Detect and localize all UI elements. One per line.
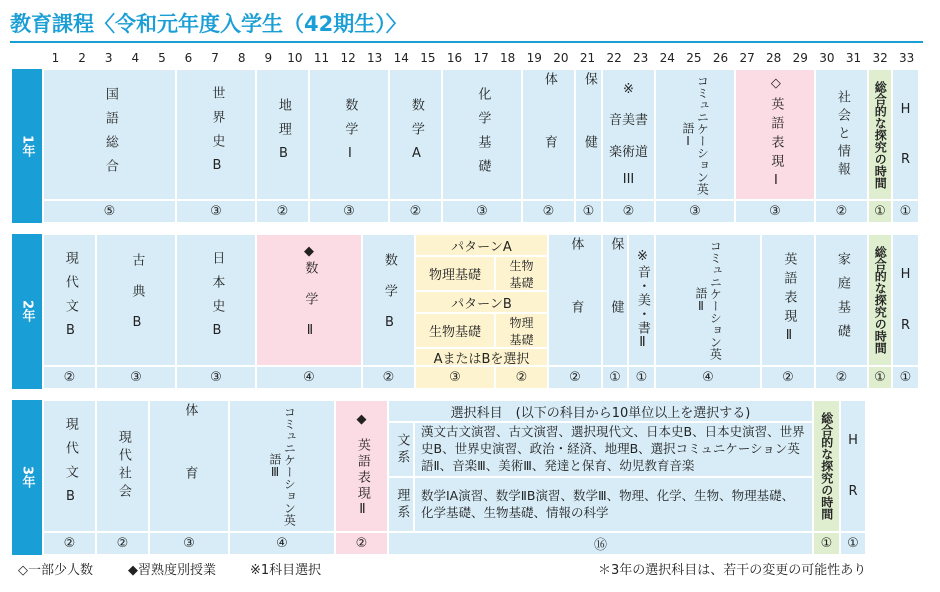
column-number: 28 <box>766 51 782 65</box>
column-number: 32 <box>872 51 888 65</box>
subject-katei-kiso: 家庭基礎 <box>815 234 868 366</box>
credits: ② <box>43 366 96 389</box>
elective-header: 選択科目 (以下の科目から10単位以上を選択する) <box>388 400 813 422</box>
subject-chiri-b: 地理B <box>256 69 309 200</box>
subject-gendaibun-b: 現代文B <box>43 400 96 532</box>
column-number: 31 <box>845 51 862 65</box>
subject-eigo-hyogen-1: ◇英語表現Ⅰ <box>735 69 815 200</box>
subject-koten-b: 古典B <box>96 234 176 366</box>
credits: ② <box>522 200 575 223</box>
credits: ① <box>813 532 840 555</box>
credits: ② <box>362 366 415 389</box>
credits: ① <box>575 200 602 223</box>
title-rule <box>10 41 923 43</box>
pattern-a-subject: 物理基礎 <box>415 256 495 291</box>
column-number: 21 <box>579 51 596 65</box>
subject-gendaibun-b: 現代文B <box>43 234 96 366</box>
column-number: 30 <box>819 51 835 65</box>
column-number: 5 <box>158 51 166 65</box>
elective-bunkei-label: 文系 <box>388 422 414 477</box>
credits: ⑯ <box>388 532 813 555</box>
column-number: 22 <box>606 51 622 65</box>
credits: ② <box>815 200 868 223</box>
column-number: 16 <box>446 51 463 65</box>
subject-comm-eigo-1: コミュニケーション英語Ⅰ <box>655 69 735 200</box>
legend-small-group: ◇一部少人数 <box>18 563 93 578</box>
subject-comm-eigo-2: コミュニケーション英語Ⅱ <box>655 234 761 366</box>
subject-hoken: 保健 <box>602 234 628 366</box>
column-number: 17 <box>473 51 489 65</box>
credits: ② <box>96 532 149 555</box>
pattern-a-label: パターンA <box>415 234 548 256</box>
column-number: 9 <box>264 51 273 65</box>
column-number: 15 <box>420 51 436 65</box>
column-number: 6 <box>184 51 193 65</box>
column-number: 4 <box>131 51 140 65</box>
subject-taiiku: 体育 <box>548 234 602 366</box>
credits: ④ <box>256 366 362 389</box>
column-number: 10 <box>287 51 303 65</box>
column-number: 2 <box>78 51 86 65</box>
column-number: 8 <box>237 51 246 65</box>
column-number: 29 <box>792 51 808 65</box>
column-number: 14 <box>393 51 409 65</box>
credits: ② <box>815 366 868 389</box>
subject-hr: H R <box>892 234 919 366</box>
column-number: 33 <box>899 51 915 65</box>
column-number: 12 <box>340 51 356 65</box>
credits: ② <box>256 200 309 223</box>
pattern-b-label: パターンB <box>415 291 548 313</box>
credits: ③ <box>735 200 815 223</box>
credits: ① <box>628 366 655 389</box>
credits: ③ <box>176 366 256 389</box>
subject-sekaishi-b: 世界史B <box>176 69 256 200</box>
page-title: 教育課程〈令和元年度入学生（42期生）〉 <box>10 12 407 36</box>
credits: ① <box>892 366 919 389</box>
legend-note: ＊3年の選択科目は、若干の変更の可能性あり <box>598 563 867 578</box>
subject-sugaku-a: 数学A <box>389 69 442 200</box>
subject-hr: H R <box>892 69 919 200</box>
pattern-a-subject: 生物基礎 <box>495 256 548 291</box>
subject-taiiku: 体育 <box>149 400 229 532</box>
pattern-b-subject: 生物基礎 <box>415 313 495 348</box>
year3-label: 3年 <box>12 400 42 555</box>
credits: ① <box>868 200 892 223</box>
subject-kagaku-kiso: 化学基礎 <box>442 69 522 200</box>
credits: ② <box>602 200 655 223</box>
column-number: 18 <box>500 51 516 65</box>
column-number: 27 <box>739 51 755 65</box>
column-number: 24 <box>659 51 675 65</box>
subject-hr: H R <box>840 400 866 532</box>
credits: ③ <box>655 200 735 223</box>
column-number: 26 <box>712 51 729 65</box>
subject-sogo-tankyu: 総合的な探究の時間 <box>813 400 840 532</box>
credits: ④ <box>655 366 761 389</box>
credits: ① <box>602 366 628 389</box>
subject-sogo-tankyu: 総合的な探究の時間 <box>868 234 892 366</box>
subject-gendai-shakai: 現代社会 <box>96 400 149 532</box>
credits: ③ <box>176 200 256 223</box>
subject-sugaku-1: 数学Ⅰ <box>309 69 389 200</box>
column-number: 7 <box>211 51 219 65</box>
credits: ⑤ <box>43 200 176 223</box>
credits: ① <box>892 200 919 223</box>
credits: ② <box>495 366 548 389</box>
subject-shakai-joho: 社会と情報 <box>815 69 868 200</box>
legend-level-based: ◆習熟度別授業 <box>128 563 216 578</box>
subject-taiiku: 体育 <box>522 69 575 200</box>
credits: ④ <box>229 532 335 555</box>
subject-hoken: 保健 <box>575 69 602 200</box>
subject-comm-eigo-3: コミュニケーション英語Ⅲ <box>229 400 335 532</box>
column-number: 11 <box>313 51 330 65</box>
credits: ③ <box>309 200 389 223</box>
column-number: 20 <box>553 51 569 65</box>
credits: ③ <box>415 366 495 389</box>
subject-geijutsu-1: ※ 音美書 楽術道 ⅠⅠⅠ <box>602 69 655 200</box>
credits: ③ <box>149 532 229 555</box>
legend-one-subject: ※1科目選択 <box>250 563 322 578</box>
credits: ② <box>548 366 602 389</box>
pattern-choice: AまたはBを選択 <box>415 348 548 366</box>
credits: ① <box>840 532 866 555</box>
subject-sugaku-2: ◆ 数学Ⅱ <box>256 234 362 366</box>
credits: ② <box>389 200 442 223</box>
credits: ② <box>761 366 815 389</box>
subject-eigo-hyogen-2: 英語表現Ⅱ <box>761 234 815 366</box>
pattern-b-subject: 物理基礎 <box>495 313 548 348</box>
credits: ② <box>43 532 96 555</box>
column-number: 23 <box>633 51 649 65</box>
year2-label: 2年 <box>12 234 42 389</box>
column-number: 1 <box>51 51 60 65</box>
subject-sogo-tankyu: 総合的な探究の時間 <box>868 69 892 200</box>
elective-rikei-label: 理系 <box>388 477 414 532</box>
elective-rikei-list: 数学ⅠA演習、数学ⅡB演習、数学Ⅲ、物理、化学、生物、物理基礎、化学基礎、生物基礎、情報の科学 <box>414 477 813 532</box>
subject-sugaku-b: 数学B <box>362 234 415 366</box>
year1-label: 1年 <box>12 69 42 223</box>
column-number: 19 <box>526 51 542 65</box>
column-number: 13 <box>367 51 383 65</box>
elective-bunkei-list: 漢文古文演習、古文演習、選択現代文、日本史B、日本史演習、世界史B、世界史演習、政治・経済、地理B、選択コミュニケーション英語Ⅱ、音楽Ⅲ、美術Ⅲ、発達と保育、幼児教育音楽 <box>414 422 813 477</box>
credits: ② <box>335 532 388 555</box>
credits: ① <box>868 366 892 389</box>
subject-geijutsu-2: ※音・美・書Ⅱ <box>628 234 655 366</box>
credits: ③ <box>96 366 176 389</box>
column-number: 3 <box>104 51 113 65</box>
column-number: 25 <box>686 51 702 65</box>
subject-nihonshi-b: 日本史B <box>176 234 256 366</box>
subject-kokugo-sogo: 国語総合 <box>43 69 176 200</box>
credits: ③ <box>442 200 522 223</box>
subject-eigo-hyogen-2: ◆ 英語表現Ⅱ <box>335 400 388 532</box>
